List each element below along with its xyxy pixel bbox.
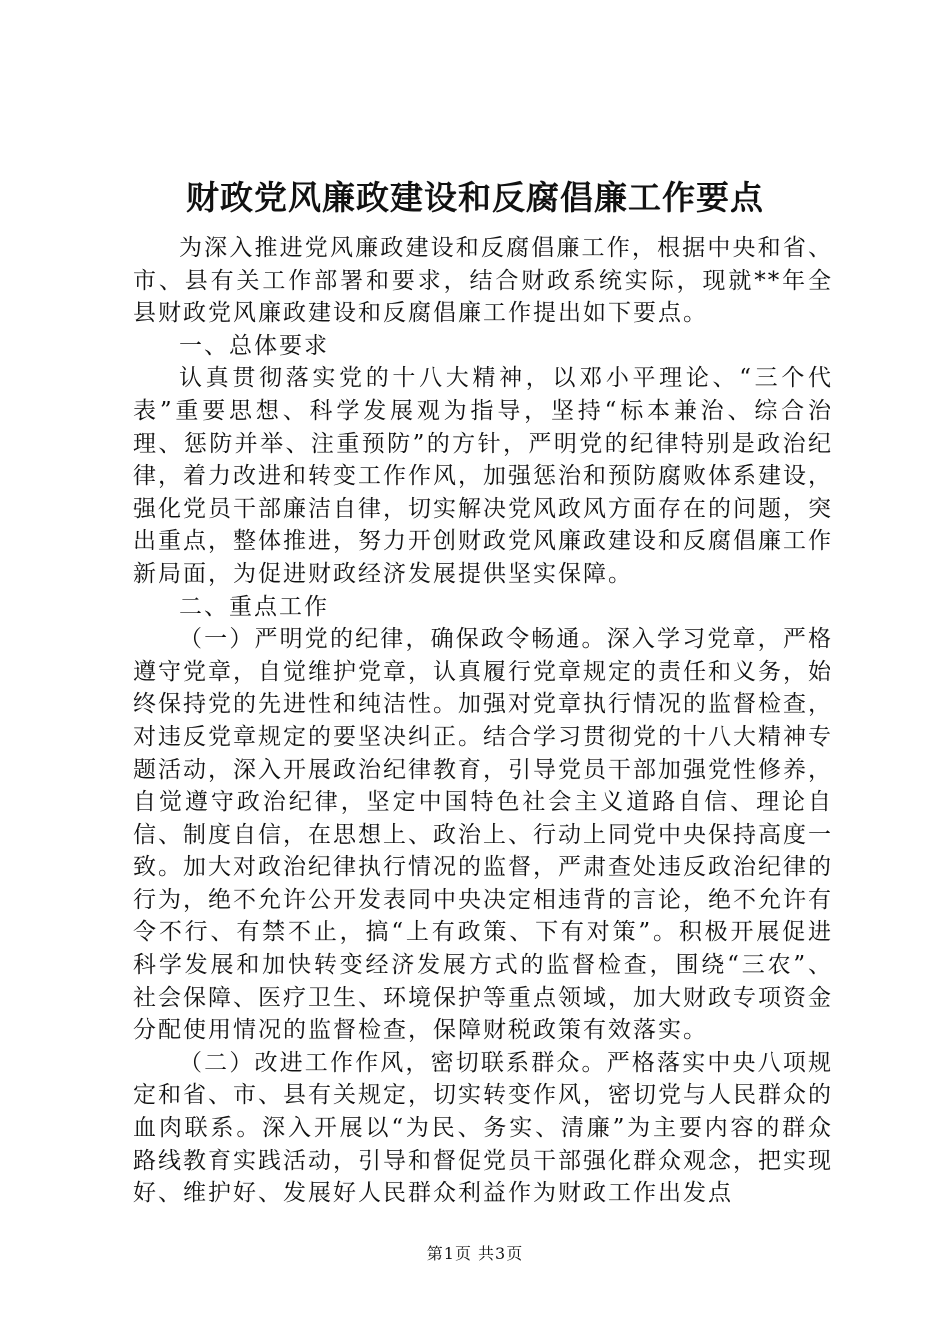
document-title: 财政党风廉政建设和反腐倡廉工作要点	[186, 178, 764, 217]
key-work-item-1: （一）严明党的纪律，确保政令畅通。深入学习党章，严格遵守党章，自觉维护党章，认真履行党章规定的责任和义务，始终保持党的先进性和纯洁性。加强对党章执行情况的监督检查，对违反党章规定的要坚决纠正。结合学习贯彻党的十八大精神专题活动，深入开展政治纪律教育，引导党员干部加强党性修养，自觉遵守政治纪律，坚定中国特色社会主义道路自信、理论自信、制度自信，在思想上、政治上、行动上同党中央保持高度一致。加大对政治纪律执行情况的监督，严肃查处违反政治纪律的行为，绝不允许公开发表同中央决定相违背的言论，绝不允许有令不行、有禁不止，搞“上有政策、下有对策”。积极开展促进科学发展和加快转变经济发展方式的监督检查，围绕“三农”、社会保障、医疗卫生、环境保护等重点领域，加大财政专项资金分配使用情况的监督检查，保障财税政策有效落实。	[133, 626, 833, 1044]
page-number-footer: 第1页 共3页	[426, 1244, 524, 1263]
section-heading-general: 一、总体要求	[179, 332, 329, 359]
section-heading-key-work: 二、重点工作	[179, 593, 329, 620]
section-paragraph-general: 认真贯彻落实党的十八大精神，以邓小平理论、“三个代表”重要思想、科学发展观为指导，坚持“标本兼治、综合治理、惩防并举、注重预防”的方针，严明党的纪律特别是政治纪律，着力改进和转变工作作风，加强惩治和预防腐败体系建设，强化党员干部廉洁自律，切实解决党风政风方面存在的问题，突出重点，整体推进，努力开创财政党风廉政建设和反腐倡廉工作新局面，为促进财政经济发展提供坚实保障。	[133, 365, 833, 587]
document-body	[133, 232, 833, 1210]
intro-paragraph: 为深入推进党风廉政建设和反腐倡廉工作，根据中央和省、市、县有关工作部署和要求，结合财政系统实际，现就**年全县财政党风廉政建设和反腐倡廉工作提出如下要点。	[133, 235, 833, 327]
key-work-item-2: （二）改进工作作风，密切联系群众。严格落实中央八项规定和省、市、县有关规定，切实转变作风，密切党与人民群众的血肉联系。深入开展以“为民、务实、清廉”为主要内容的群众路线教育实践活动，引导和督促党员干部强化群众观念，把实现好、维护好、发展好人民群众利益作为财政工作出发点	[133, 1049, 833, 1207]
